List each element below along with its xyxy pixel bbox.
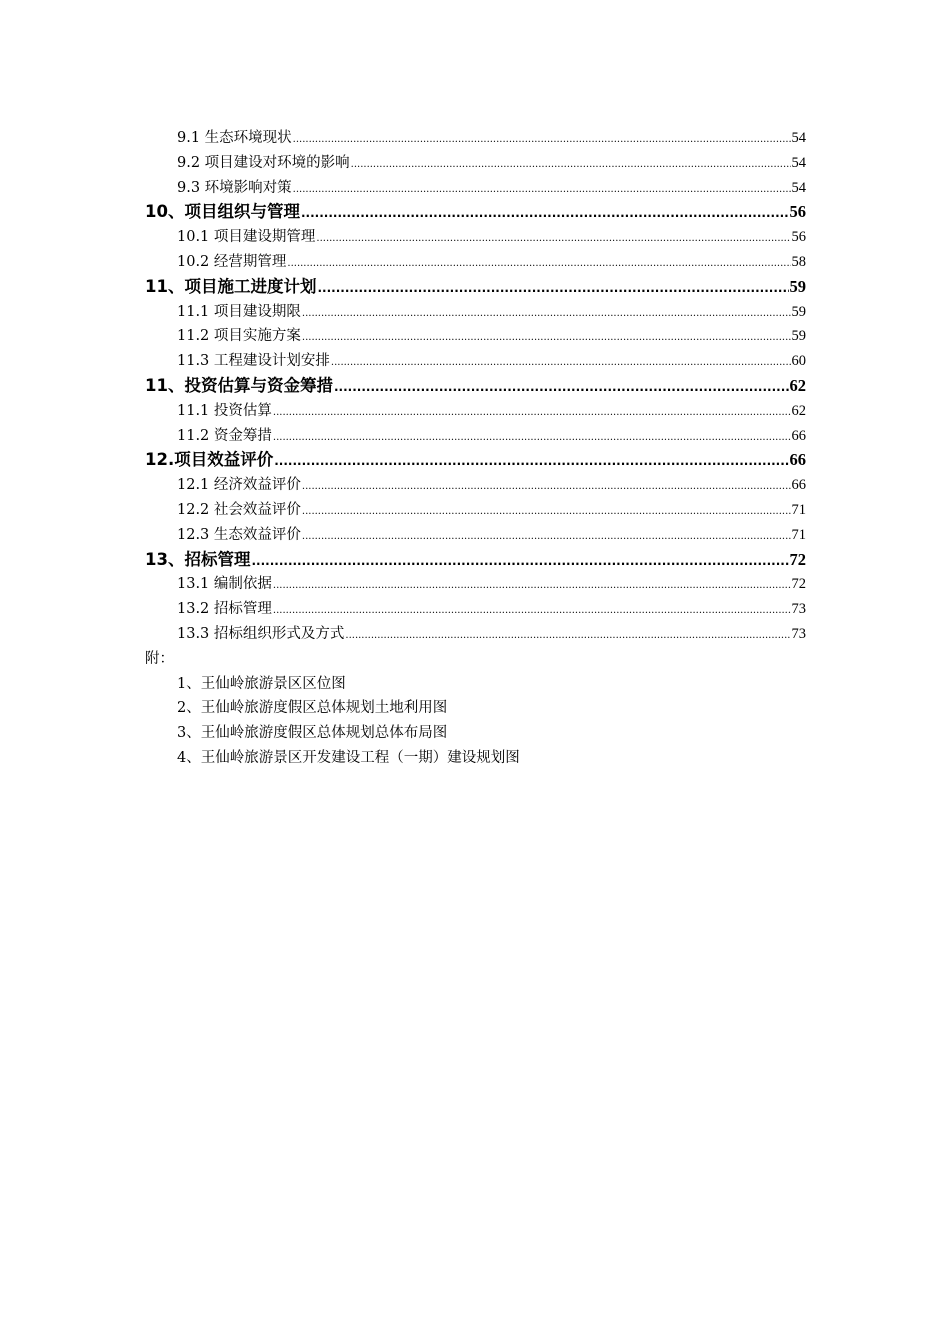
toc-entry[interactable]	[145, 523, 806, 548]
toc-entry[interactable]	[145, 151, 806, 176]
toc-entry-page: 60	[791, 353, 806, 370]
toc-entry-page: 72	[791, 576, 806, 593]
toc-entry-title: 9.1 生态环境现状	[177, 130, 292, 146]
toc-entry-title: 10.1 项目建设期管理	[177, 229, 316, 246]
toc-entry-page: 59	[789, 276, 806, 296]
toc-entry[interactable]	[145, 473, 806, 498]
toc-entry[interactable]	[145, 126, 806, 151]
toc-entry-page: 54	[791, 154, 806, 171]
toc-entry[interactable]	[145, 349, 806, 374]
toc-chapter-entry[interactable]	[145, 200, 806, 225]
toc-entry-page: 59	[791, 328, 806, 345]
toc-entry-page: 54	[791, 179, 806, 196]
appendix-item: 1、王仙岭旅游景区区位图	[177, 675, 346, 692]
toc-leader-dots	[273, 574, 791, 597]
toc-entry-page: 73	[791, 625, 806, 642]
toc-chapter-entry[interactable]	[145, 448, 806, 473]
toc-entry-title: 13.3 招标组织形式及方式	[177, 625, 345, 642]
toc-leader-dots	[273, 401, 791, 424]
toc-entry-title: 12.项目效益评价	[145, 450, 274, 470]
toc-entry-title: 11.2 项目实施方案	[177, 328, 301, 345]
toc-chapter-entry[interactable]	[145, 548, 806, 573]
toc-entry[interactable]	[145, 597, 806, 622]
toc-entry[interactable]	[145, 324, 806, 349]
toc-leader-dots	[302, 500, 791, 523]
toc-entry-page: 62	[789, 375, 806, 395]
toc-entry-title: 11.1 项目建设期限	[177, 303, 301, 320]
appendix-item: 3、王仙岭旅游度假区总体规划总体布局图	[177, 725, 448, 742]
appendix-item: 4、王仙岭旅游景区开发建设工程（一期）建设规划图	[177, 749, 520, 766]
toc-entry-title: 11.2 资金筹措	[177, 427, 272, 444]
toc-entry[interactable]	[145, 424, 806, 449]
toc-leader-dots	[302, 326, 791, 349]
toc-entry[interactable]	[145, 399, 806, 424]
toc-entry-title: 11.1 投资估算	[177, 402, 272, 419]
toc-entry-title: 11、投资估算与资金筹措	[145, 375, 333, 395]
toc-leader-dots	[274, 449, 788, 473]
toc-leader-dots	[334, 375, 789, 399]
toc-entry-page: 62	[791, 402, 806, 419]
toc-leader-dots	[302, 475, 791, 498]
toc-entry-title: 12.2 社会效益评价	[177, 501, 301, 518]
toc-entry-page: 58	[791, 253, 806, 270]
toc-leader-dots	[302, 302, 791, 325]
toc-entry-title: 11、项目施工进度计划	[145, 276, 317, 296]
toc-leader-dots	[273, 599, 791, 622]
toc-entry-page: 66	[791, 477, 806, 494]
toc-entry[interactable]	[145, 498, 806, 523]
toc-entry-title: 12.3 生态效益评价	[177, 526, 301, 543]
toc-entry-title: 9.3 环境影响对策	[177, 179, 292, 196]
appendix-title: 附：	[145, 650, 174, 667]
appendix-item: 2、王仙岭旅游度假区总体规划土地利用图	[177, 700, 448, 717]
table-of-contents	[145, 126, 806, 771]
toc-leader-dots	[351, 153, 791, 176]
toc-leader-dots	[331, 351, 791, 374]
toc-entry[interactable]	[145, 300, 806, 325]
toc-entry-page: 73	[791, 601, 806, 618]
toc-entry-title: 13.1 编制依据	[177, 576, 272, 593]
toc-leader-dots	[287, 252, 790, 275]
toc-entry-title: 9.2 项目建设对环境的影响	[177, 154, 350, 171]
toc-chapter-entry[interactable]	[145, 374, 806, 399]
toc-entry-page: 71	[791, 501, 806, 518]
toc-entry-title: 13.2 招标管理	[177, 601, 272, 618]
toc-leader-dots	[273, 426, 791, 449]
toc-entry-title: 12.1 经济效益评价	[177, 477, 301, 494]
toc-leader-dots	[317, 276, 788, 300]
toc-leader-dots	[293, 128, 791, 151]
toc-entry-page: 59	[791, 303, 806, 320]
toc-entry-page: 71	[791, 526, 806, 543]
toc-leader-dots	[302, 525, 791, 548]
toc-entry-title: 10.2 经营期管理	[177, 253, 287, 270]
toc-chapter-entry[interactable]	[145, 275, 806, 300]
toc-entry-title: 13、招标管理	[145, 549, 251, 569]
toc-leader-dots	[301, 201, 789, 225]
toc-leader-dots	[316, 227, 790, 250]
toc-leader-dots	[251, 549, 788, 573]
toc-entry-title: 11.3 工程建设计划安排	[177, 353, 330, 370]
toc-entry[interactable]	[145, 622, 806, 647]
toc-entry[interactable]	[145, 225, 806, 250]
toc-leader-dots	[293, 178, 791, 201]
toc-entries	[145, 126, 806, 647]
toc-entry[interactable]	[145, 250, 806, 275]
toc-entry[interactable]	[145, 176, 806, 201]
toc-entry-page: 56	[789, 202, 806, 222]
toc-entry-page: 66	[789, 450, 806, 470]
toc-entry-page: 54	[791, 130, 806, 146]
toc-entry[interactable]	[145, 572, 806, 597]
toc-entry-page: 72	[789, 549, 806, 569]
toc-entry-page: 56	[791, 229, 806, 246]
toc-entry-title: 10、项目组织与管理	[145, 202, 300, 222]
toc-leader-dots	[345, 624, 790, 647]
toc-entry-page: 66	[791, 427, 806, 444]
